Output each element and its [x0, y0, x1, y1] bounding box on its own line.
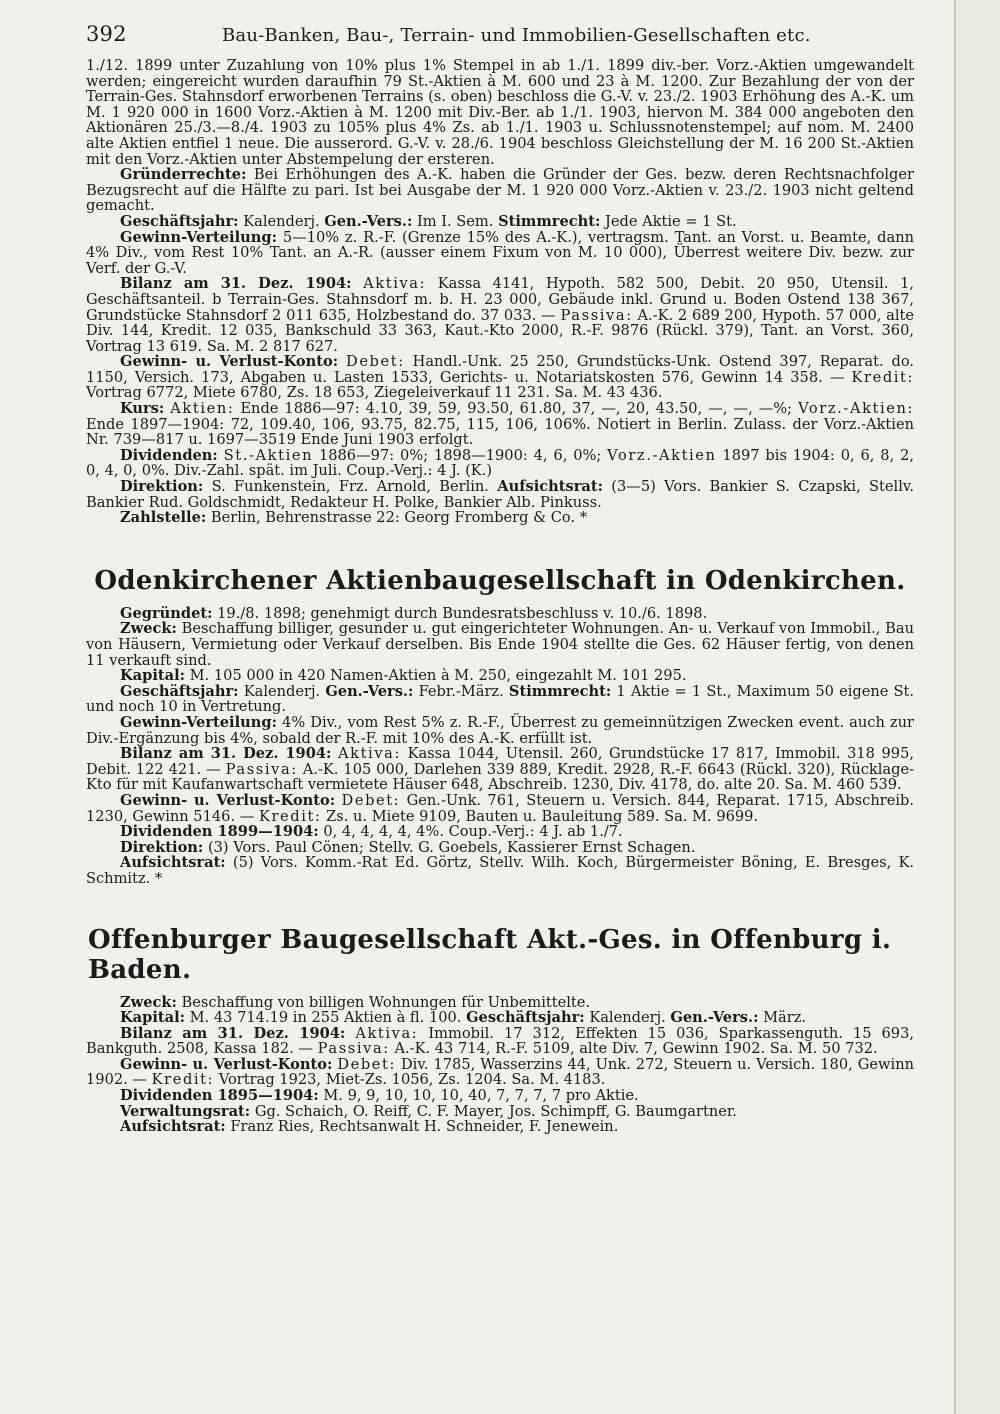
aufsichtsrat-paragraph: Aufsichtsrat: (5) Vors. Komm.-Rat Ed. Görtz, Stellv. Wilh. Koch, Bürgermeister Böning, E. Bresges, K. Schmitz. * [86, 854, 914, 887]
fiscal-info-paragraph: Geschäftsjahr: Kalenderj. Gen.-Vers.: Febr.-März. Stimmrecht: 1 Aktie = 1 St., Maximum 50 eigene St. und noch 10 in Vertretung. [86, 682, 915, 716]
aufsichtsrat-paragraph: Aufsichtsrat: Franz Ries, Rechtsanwalt H. Schneider, F. Jenewein. [120, 1118, 619, 1136]
running-title: Bau-Banken, Bau-, Terrain- und Immobilien-Gesellschaften etc. [222, 25, 811, 46]
gruenderrechte-paragraph: Gründerrechte: Bei Erhöhungen des A.-K. haben die Gründer der Ges. bezw. deren Rechtsnachfolger Bezugsrecht auf die Hälfte zu pari. Ist bei Ausgabe der M. 1 920 000 Vorz.-Aktien v. 23./2. 1903 nicht geltend gemacht. [86, 166, 914, 215]
paying-agent-paragraph: Zahlstelle: Berlin, Behrenstrasse 22: Georg Fromberg & Co. * [120, 509, 588, 527]
purpose-paragraph: Zweck: Beschaffung von billigen Wohnungen für Unbemittelte. [120, 993, 591, 1011]
page-number: 392 [86, 22, 127, 46]
adjacent-page-edge [954, 0, 1000, 1414]
section-offenburg [86, 995, 914, 1135]
share-price-paragraph: Kurs: Aktien: Ende 1886—97: 4.10, 39, 59, 93.50, 61.80, 37, —, 20, 43.50, —, —, —%; Vorz.-Aktien: Ende 1897—1904: 72, 109.40, 106, 93.75, 82.75, 115, 106, 106%. Notiert in Berlin. Zulass. der Vorz.-Aktien Nr. 739—817 u. 1697—3519 Ende Juni 1903 erfolgt. [86, 400, 915, 449]
section-odenkirchen [86, 606, 914, 887]
profit-loss-paragraph: Gewinn- u. Verlust-Konto: Debet: Handl.-Unk. 25 250, Grundstücks-Unk. Ostend 397, Reparat. do. 1150, Versich. 173, Abgaben u. Lasten 1533, Gerichts- u. Notariatskosten 576, Gewinn 14 358. — Kredit: Vortrag 6772, Miete 6780, Zs. 18 653, Ziegeleiverkauf 11 231. Sa. M. 43 436. [86, 353, 915, 402]
founded-paragraph: Gegründet: 19./8. 1898; genehmigt durch Bundesratsbeschluss v. 10./6. 1898. [120, 604, 708, 622]
capital-paragraph: Kapital: M. 105 000 in 420 Namen-Aktien à M. 250, eingezahlt M. 101 295. [120, 667, 687, 685]
profit-distribution-paragraph: Gewinn-Verteilung: 4% Div., vom Rest 5% z. R.-F., Überrest zu gemeinnützigen Zwecken event. auch zur Div.-Ergänzung bis 4%, sobald der R.-F. mit 10% des A.-K. erfüllt ist. [86, 713, 914, 747]
direktion-paragraph: Direktion: (3) Vors. Paul Cönen; Stellv. G. Goebels, Kassierer Ernst Schagen. [120, 838, 696, 856]
capital-history-paragraph: 1./12. 1899 unter Zuzahlung von 10% plus 1% Stempel in ab 1./1. 1899 div.-ber. Vorz.-Aktien umgewandelt werden; eingereicht wurden daraufhin 79 St.-Aktien à M. 600 und 23 à M. 1200. Zur Bezahlung der von der Terrain-Ges. Stahnsdorf erworbenen Terrains (s. oben) beschloss die G.-V. v. 23./2. 1903 Erhöhung des A.-K. um M. 1 920 000 in 1600 Vorz.-Aktien à M. 1200 mit Div.-Ber. ab 1./1. 1903, hiervon M. 384 000 angeboten den Aktionären 25./3.—8./4. 1903 zu 105% plus 4% Zs. ab 1./1. 1903 u. Schlussnotenstempel; auf nom. M. 2400 alte Aktien entfiel 1 neue. Die ausserord. G.-V. v. 28./6. 1904 beschloss Gleichstellung der M. 16 200 St.-Aktien mit den Vorz.-Aktien unter Abstempelung der ersteren. [86, 57, 914, 168]
verwaltungsrat-paragraph: Verwaltungsrat: Gg. Schaich, O. Reiff, C. F. Mayer, Jos. Schimpff, G. Baumgartner. [120, 1102, 737, 1120]
company-title-offenburg: Offenburger Baugesellschaft Akt.-Ges. in Offenburg i. Baden. [88, 924, 892, 985]
fiscal-info-paragraph: Geschäftsjahr: Kalenderj. Gen.-Vers.: Im I. Sem. Stimmrecht: Jede Aktie = 1 St. [120, 212, 737, 230]
company-title-odenkirchen: Odenkirchener Aktienbaugesellschaft in Odenkirchen. [94, 565, 906, 596]
management-paragraph: Direktion: S. Funkenstein, Frz. Arnold, Berlin. Aufsichtsrat: (3—5) Vors. Bankier S. Czapski, Stellv. Bankier Rud. Goldschmidt, Redakteur H. Polke, Bankier Alb. Pinkuss. [86, 478, 915, 511]
section-previous-company [86, 58, 914, 526]
dividends-paragraph: Dividenden: St.-Aktien 1886—97: 0%; 1898—1900: 4, 6, 0%; Vorz.-Aktien 1897 bis 1904: 0, 6, 8, 2, 0, 4, 0, 0%. Div.-Zahl. spät. im Juli. Coup.-Verj.: 4 J. (K.) [86, 446, 915, 480]
dividends-paragraph: Dividenden 1895—1904: M. 9, 9, 10, 10, 10, 40, 7, 7, 7, 7 pro Aktie. [120, 1087, 639, 1105]
balance-sheet-paragraph: Bilanz am 31. Dez. 1904: Aktiva: Immobil. 17 312, Effekten 15 036, Sparkassenguth. 15 693, Bankguth. 2508, Kassa 182. — Passiva: A.-K. 43 714, R.-F. 5109, alte Div. 7, Gewinn 1902. Sa. M. 50 732. [86, 1024, 915, 1058]
page-content [86, 22, 914, 1135]
balance-sheet-paragraph: Bilanz am 31. Dez. 1904: Aktiva: Kassa 4141, Hypoth. 582 500, Debit. 20 950, Utensil. 1, Geschäftsanteil. b Terrain-Ges. Stahnsdorf m. b. H. 23 000, Gebäude inkl. Grund u. Boden Ostend 138 367, Grundstücke Stahnsdorf 2 011 635, Holzbestand do. 37 033. — Passiva: A.-K. 2 689 200, Hypoth. 57 000, alte Div. 144, Kredit. 12 035, Bankschuld 33 363, Kaut.-Kto 2000, R.-F. 9876 (Rückl. 379), Tant. an Vorst. 360, Vortrag 13 619. Sa. M. 2 817 627. [86, 275, 915, 355]
page-header [86, 22, 914, 58]
profit-loss-paragraph: Gewinn- u. Verlust-Konto: Debet: Gen.-Unk. 761, Steuern u. Versich. 844, Reparat. 1715, Abschreib. 1230, Gewinn 5146. — Kredit: Zs. u. Miete 9109, Bauten u. Bauleitung 589. Sa. M. 9699. [86, 791, 914, 825]
purpose-paragraph: Zweck: Beschaffung billiger, gesunder u. gut eingerichteter Wohnungen. An- u. Verkauf von Immobil., Bau von Häusern, Vermietung oder Verkauf derselben. Bis Ende 1904 stellte die Ges. 62 Häuser fertig, von denen 11 verkauft sind. [86, 620, 915, 669]
dividends-paragraph: Dividenden 1899—1904: 0, 4, 4, 4, 4, 4%. Coup.-Verj.: 4 J. ab 1./7. [120, 823, 623, 841]
profit-distribution-paragraph: Gewinn-Verteilung: 5—10% z. R.-F. (Grenze 15% des A.-K.), vertragsm. Tant. an Vorst. u. Beamte, dann 4% Div., vom Rest 10% Tant. an A.-R. (ausser einem Fixum von M. 10 000), Überrest weitere Div. bezw. zur Verf. der G.-V. [86, 228, 914, 277]
profit-loss-paragraph: Gewinn- u. Verlust-Konto: Debet: Div. 1785, Wasserzins 44, Unk. 272, Steuern u. Versich. 180, Gewinn 1902. — Kredit: Vortrag 1923, Miet-Zs. 1056, Zs. 1204. Sa. M. 4183. [86, 1055, 914, 1089]
capital-paragraph: Kapital: M. 43 714.19 in 255 Aktien à fl. 100. Geschäftsjahr: Kalenderj. Gen.-Vers.: März. [120, 1009, 807, 1027]
balance-sheet-paragraph: Bilanz am 31. Dez. 1904: Aktiva: Kassa 1044, Utensil. 260, Grundstücke 17 817, Immobil. 318 995, Debit. 122 421. — Passiva: A.-K. 105 000, Darlehen 339 889, Kredit. 2928, R.-F. 6643 (Rückl. 320), Rücklage-Kto für mit Kaufanwartschaft vermietete Häuser 648, Abschreib. 1230, Div. 4178, do. alte 20. Sa. M. 460 539. [86, 745, 915, 794]
